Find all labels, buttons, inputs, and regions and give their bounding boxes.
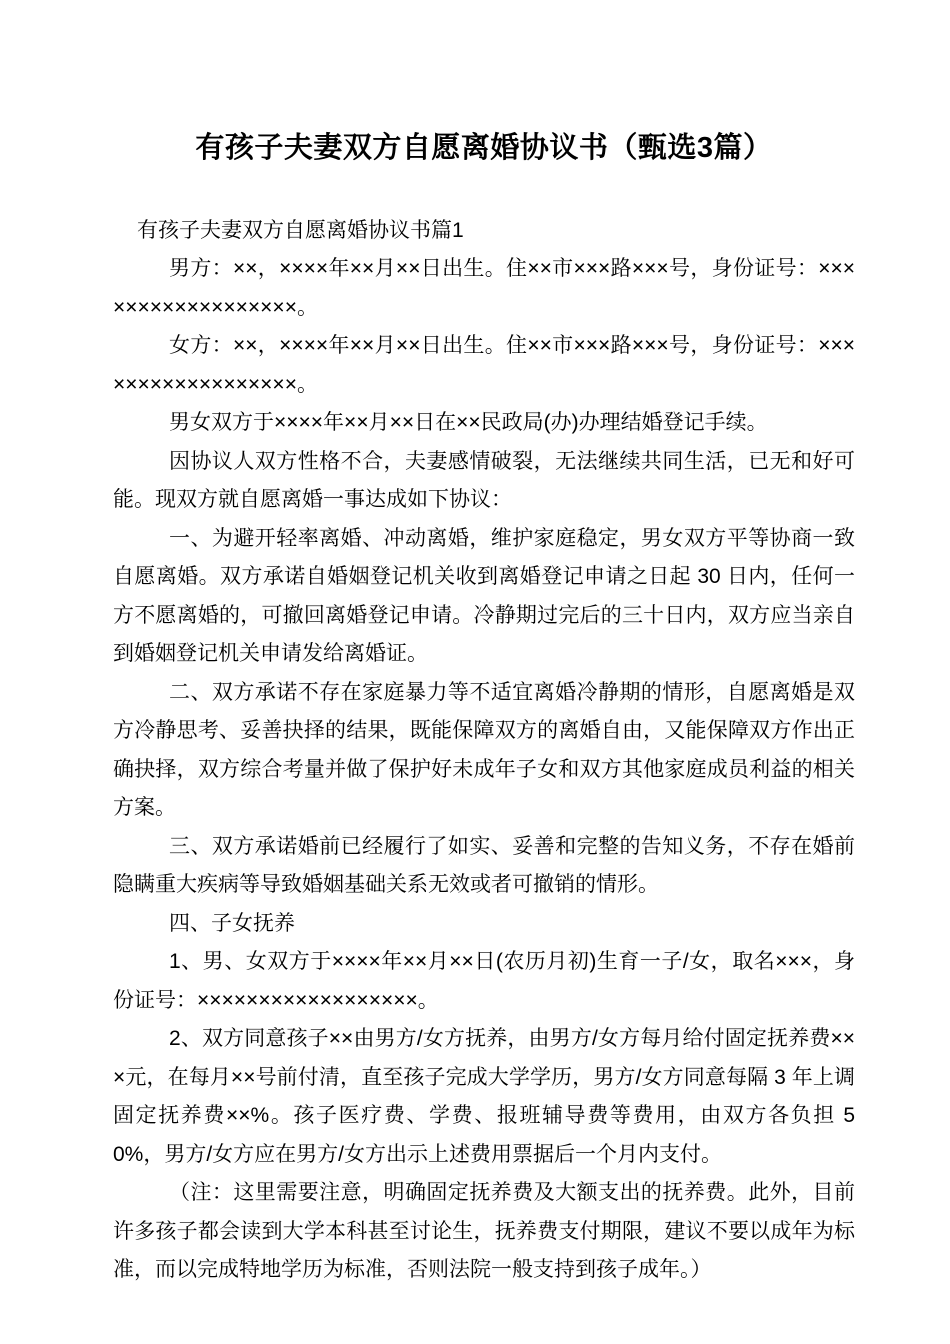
paragraph-clause-4-heading: 四、子女抚养 — [169, 911, 295, 935]
paragraph-husband-info: 男方：××，××××年××月××日出生。住××市×××路×××号，身份证号：××××××××××××××××××。 — [113, 257, 855, 319]
paragraph-marriage-registration: 男女双方于××××年××月××日在××民政局(办)办理结婚登记手续。 — [169, 411, 768, 434]
paragraph-note: （注：这里需要注意，明确固定抚养费及大额支出的抚养费。此外，目前许多孩子都会读到大学本科甚至讨论生，抚养费支付期限，建议不要以成年为标准，而以完成特地学历为标准，否则法院一般支持到孩子成年。） — [113, 1181, 855, 1281]
paragraph-preamble: 因协议人双方性格不合，夫妻感情破裂，无法继续共同生活，已无和好可能。现双方就自愿离婚一事达成如下协议： — [113, 449, 855, 511]
paragraph-clause-1: 一、为避开轻率离婚、冲动离婚，维护家庭稳定，男女双方平等协商一致自愿离婚。双方承诺自婚姻登记机关收到离婚登记申请之日起 30 日内，任何一方不愿离婚的，可撤回离婚登记申请。冷静期过完后的三十日内，双方应当亲自到婚姻登记机关申请发给离婚证。 — [113, 526, 855, 665]
document-title: 有孩子夫妻双方自愿离婚协议书（甄选3篇） — [195, 132, 773, 164]
document-body — [113, 130, 855, 1290]
paragraph-clause-3: 三、双方承诺婚前已经履行了如实、妥善和完整的告知义务，不存在婚前隐瞒重大疾病等导致婚姻基础关系无效或者可撤销的情形。 — [113, 834, 855, 896]
paragraph-clause-2: 二、双方承诺不存在家庭暴力等不适宜离婚冷静期的情形，自愿离婚是双方冷静思考、妥善抉择的结果，既能保障双方的离婚自由，又能保障双方作出正确抉择，双方综合考量并做了保护好未成年子女和双方其他家庭成员利益的相关方案。 — [113, 680, 855, 819]
paragraph-clause-4-item-2: 2、双方同意孩子××由男方/女方抚养，由男方/女方每月给付固定抚养费×××元，在每月××号前付清，直至孩子完成大学学历，男方/女方同意每隔 3 年上调固定抚养费××%。孩子医疗费、学费、报班辅导费等费用，由双方各负担 50%，男方/女方应在男方/女方出示上述费用票据后一个月内支付。 — [113, 1027, 855, 1166]
paragraph-wife-info: 女方：××，××××年××月××日出生。住××市×××路×××号，身份证号：××××××××××××××××××。 — [113, 334, 855, 396]
section-heading: 有孩子夫妻双方自愿离婚协议书篇1 — [137, 219, 464, 242]
paragraph-clause-4-item-1: 1、男、女双方于××××年××月××日(农历月初)生育一子/女，取名×××，身份证号：××××××××××××××××××。 — [113, 950, 855, 1012]
document-paragraphs — [113, 250, 855, 1290]
